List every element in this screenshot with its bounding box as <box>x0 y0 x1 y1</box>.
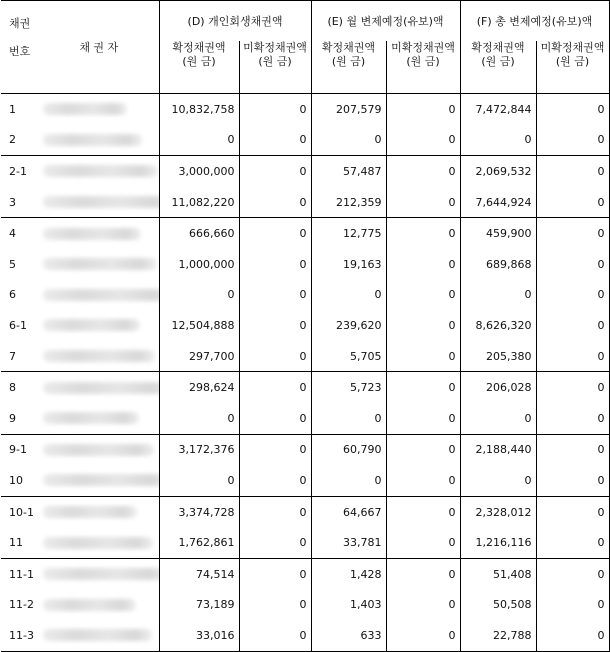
redaction-blur <box>43 165 158 177</box>
cell-d-unconfirmed: 0 <box>239 94 311 125</box>
cell-f-confirmed: 2,188,440 <box>460 434 536 465</box>
table-row <box>1 310 609 341</box>
creditor-name-redacted <box>39 434 159 465</box>
creditor-number: 9 <box>9 411 16 425</box>
header-f-confirmed-line2: (원 금) <box>481 55 515 68</box>
header-no-line1: 채권 <box>1 1 39 42</box>
cell-e-unconfirmed: 0 <box>386 310 460 341</box>
creditor-number: 10 <box>9 473 23 487</box>
redaction-blur <box>43 474 159 486</box>
cell-f-confirmed: 8,626,320 <box>460 310 536 341</box>
cell-e-unconfirmed: 0 <box>386 558 460 589</box>
creditor-name-redacted <box>39 218 159 249</box>
cell-e-unconfirmed: 0 <box>386 403 460 434</box>
redaction-blur <box>43 228 141 240</box>
cell-d-confirmed: 0 <box>159 125 239 156</box>
cell-e-unconfirmed: 0 <box>386 496 460 527</box>
redaction-blur <box>43 258 157 270</box>
creditor-number: 6-1 <box>9 318 27 332</box>
cell-d-unconfirmed: 0 <box>239 218 311 249</box>
cell-f-unconfirmed: 0 <box>536 218 609 249</box>
creditor-number: 9-1 <box>1 434 39 465</box>
creditor-number: 4 <box>1 218 39 249</box>
cell-e-confirmed: 1,403 <box>311 590 386 621</box>
header-f-unconfirmed-line2: (원 금) <box>555 55 590 68</box>
creditor-number: 7 <box>9 349 16 363</box>
creditor-table <box>1 0 610 652</box>
cell-d-unconfirmed: 0 <box>239 496 311 527</box>
cell-f-confirmed: 22,788 <box>460 620 536 651</box>
cell-f-unconfirmed: 0 <box>536 125 609 156</box>
creditor-number: 11 <box>9 536 23 550</box>
cell-f-confirmed: 2,328,012 <box>460 496 536 527</box>
header-e-unconfirmed-line1: 미확정채권액 <box>391 41 455 54</box>
table-row <box>1 280 609 311</box>
redaction-blur <box>43 319 140 331</box>
header-no-line2: 번호 <box>1 41 39 94</box>
cell-e-unconfirmed: 0 <box>386 527 460 558</box>
cell-e-unconfirmed: 0 <box>386 280 460 311</box>
table-row <box>1 558 609 589</box>
cell-f-unconfirmed: 0 <box>536 434 609 465</box>
header-group-d: (D) 개인회생채권액 <box>159 1 311 42</box>
cell-d-confirmed: 33,016 <box>159 620 239 651</box>
cell-e-confirmed: 57,487 <box>311 156 386 187</box>
cell-d-confirmed: 0 <box>159 403 239 434</box>
cell-d-unconfirmed: 0 <box>239 465 311 496</box>
cell-e-confirmed: 207,579 <box>311 94 386 125</box>
cell-e-confirmed: 239,620 <box>311 310 386 341</box>
table-row <box>1 372 609 403</box>
cell-d-unconfirmed: 0 <box>239 403 311 434</box>
cell-f-confirmed: 1,216,116 <box>460 527 536 558</box>
cell-f-unconfirmed: 0 <box>536 558 609 589</box>
cell-f-unconfirmed: 0 <box>536 372 609 403</box>
cell-e-confirmed: 0 <box>311 403 386 434</box>
cell-d-unconfirmed: 0 <box>239 372 311 403</box>
cell-d-confirmed: 3,000,000 <box>159 156 239 187</box>
redaction-blur <box>43 412 139 424</box>
table-row <box>1 434 609 465</box>
header-e-unconfirmed-line2: (원 금) <box>406 55 440 68</box>
cell-f-unconfirmed: 0 <box>536 341 609 372</box>
cell-e-unconfirmed: 0 <box>386 372 460 403</box>
table-body <box>1 94 609 652</box>
cell-e-confirmed: 5,705 <box>311 341 386 372</box>
table-row <box>1 125 609 156</box>
cell-f-unconfirmed: 0 <box>536 249 609 280</box>
header-d-confirmed-line2: (원 금) <box>182 55 216 68</box>
cell-e-unconfirmed: 0 <box>386 218 460 249</box>
cell-d-confirmed: 297,700 <box>159 341 239 372</box>
redaction-blur <box>43 537 153 549</box>
table-row <box>1 465 609 496</box>
cell-d-unconfirmed: 0 <box>239 187 311 218</box>
cell-d-confirmed: 1,000,000 <box>159 249 239 280</box>
creditor-name-redacted <box>39 372 159 403</box>
creditor-name-redacted <box>39 249 159 280</box>
cell-e-confirmed: 1,428 <box>311 558 386 589</box>
creditor-name-redacted <box>39 403 159 434</box>
table-row <box>1 218 609 249</box>
creditor-name-redacted <box>39 280 159 311</box>
creditor-name-redacted <box>39 94 159 125</box>
table-row <box>1 341 609 372</box>
redaction-blur <box>43 134 142 146</box>
creditor-number: 6 <box>9 288 16 302</box>
cell-e-unconfirmed: 0 <box>386 94 460 125</box>
cell-f-unconfirmed: 0 <box>536 527 609 558</box>
cell-d-confirmed: 0 <box>159 280 239 311</box>
header-d-unconfirmed <box>239 41 311 94</box>
cell-e-confirmed: 0 <box>311 125 386 156</box>
redaction-blur <box>43 599 136 611</box>
cell-d-confirmed: 666,660 <box>159 218 239 249</box>
cell-f-unconfirmed: 0 <box>536 310 609 341</box>
creditor-number: 2 <box>9 133 16 147</box>
cell-d-confirmed: 12,504,888 <box>159 310 239 341</box>
header-d-confirmed <box>159 41 239 94</box>
header-group-f: (F) 총 변제예정(유보)액 <box>460 1 609 42</box>
creditor-name-redacted <box>39 590 159 621</box>
cell-e-confirmed: 0 <box>311 280 386 311</box>
cell-f-confirmed: 2,069,532 <box>460 156 536 187</box>
cell-e-unconfirmed: 0 <box>386 187 460 218</box>
cell-f-confirmed: 206,028 <box>460 372 536 403</box>
table-row <box>1 403 609 434</box>
cell-e-confirmed: 12,775 <box>311 218 386 249</box>
cell-e-confirmed: 5,723 <box>311 372 386 403</box>
cell-f-confirmed: 0 <box>460 465 536 496</box>
creditor-name-redacted <box>39 496 159 527</box>
cell-f-confirmed: 0 <box>460 280 536 311</box>
cell-d-confirmed: 3,172,376 <box>159 434 239 465</box>
cell-f-confirmed: 205,380 <box>460 341 536 372</box>
cell-f-unconfirmed: 0 <box>536 590 609 621</box>
creditor-name-redacted <box>39 558 159 589</box>
redaction-blur <box>43 568 159 580</box>
header-f-unconfirmed <box>536 41 609 94</box>
redaction-blur <box>43 444 154 456</box>
cell-f-unconfirmed: 0 <box>536 403 609 434</box>
header-e-unconfirmed <box>386 41 460 94</box>
creditor-name-redacted <box>39 310 159 341</box>
header-d-unconfirmed-line2: (원 금) <box>258 55 292 68</box>
creditor-name-redacted <box>39 527 159 558</box>
cell-e-confirmed: 633 <box>311 620 386 651</box>
cell-f-unconfirmed: 0 <box>536 496 609 527</box>
cell-f-unconfirmed: 0 <box>536 280 609 311</box>
cell-e-confirmed: 19,163 <box>311 249 386 280</box>
cell-f-confirmed: 51,408 <box>460 558 536 589</box>
cell-d-unconfirmed: 0 <box>239 280 311 311</box>
cell-e-confirmed: 33,781 <box>311 527 386 558</box>
header-creditor: 채 권 자 <box>39 1 159 94</box>
cell-e-unconfirmed: 0 <box>386 156 460 187</box>
redaction-blur <box>43 103 127 115</box>
creditor-name-redacted <box>39 341 159 372</box>
cell-d-confirmed: 73,189 <box>159 590 239 621</box>
creditor-number: 1 <box>9 102 16 116</box>
cell-e-confirmed: 60,790 <box>311 434 386 465</box>
cell-f-confirmed: 7,472,844 <box>460 94 536 125</box>
redaction-blur <box>43 350 155 362</box>
cell-e-unconfirmed: 0 <box>386 620 460 651</box>
header-f-unconfirmed-line1: 미확정채권액 <box>540 41 605 54</box>
cell-e-unconfirmed: 0 <box>386 434 460 465</box>
cell-f-confirmed: 689,868 <box>460 249 536 280</box>
creditor-number: 5 <box>9 257 16 271</box>
table-row <box>1 496 609 527</box>
creditor-number: 10-1 <box>1 496 39 527</box>
creditor-name-redacted <box>39 156 159 187</box>
cell-e-unconfirmed: 0 <box>386 590 460 621</box>
cell-d-unconfirmed: 0 <box>239 341 311 372</box>
redaction-blur <box>43 629 152 641</box>
cell-f-unconfirmed: 0 <box>536 94 609 125</box>
table-row <box>1 590 609 621</box>
cell-e-confirmed: 0 <box>311 465 386 496</box>
table-row <box>1 527 609 558</box>
redaction-blur <box>43 382 159 394</box>
header-e-confirmed <box>311 41 386 94</box>
creditor-name-redacted <box>39 187 159 218</box>
redaction-blur <box>43 196 159 208</box>
cell-f-confirmed: 50,508 <box>460 590 536 621</box>
cell-d-unconfirmed: 0 <box>239 310 311 341</box>
header-group-e: (E) 월 변제예정(유보)액 <box>311 1 460 42</box>
creditor-number: 11-1 <box>1 558 39 589</box>
cell-d-unconfirmed: 0 <box>239 620 311 651</box>
redaction-blur <box>43 289 159 301</box>
cell-d-confirmed: 298,624 <box>159 372 239 403</box>
cell-d-unconfirmed: 0 <box>239 434 311 465</box>
cell-d-confirmed: 74,514 <box>159 558 239 589</box>
cell-e-unconfirmed: 0 <box>386 249 460 280</box>
header-e-confirmed-line1: 확정채권액 <box>321 41 376 54</box>
cell-d-unconfirmed: 0 <box>239 527 311 558</box>
table-row <box>1 187 609 218</box>
table-row <box>1 94 609 125</box>
cell-d-unconfirmed: 0 <box>239 558 311 589</box>
header-e-confirmed-line2: (원 금) <box>331 55 366 68</box>
cell-d-unconfirmed: 0 <box>239 249 311 280</box>
creditor-number: 8 <box>1 372 39 403</box>
creditor-name-redacted <box>39 465 159 496</box>
cell-f-unconfirmed: 0 <box>536 465 609 496</box>
cell-d-unconfirmed: 0 <box>239 156 311 187</box>
cell-d-confirmed: 3,374,728 <box>159 496 239 527</box>
cell-e-unconfirmed: 0 <box>386 341 460 372</box>
cell-f-confirmed: 459,900 <box>460 218 536 249</box>
creditor-name-redacted <box>39 620 159 651</box>
header-d-confirmed-line1: 확정채권액 <box>172 41 226 54</box>
cell-d-confirmed: 11,082,220 <box>159 187 239 218</box>
cell-f-unconfirmed: 0 <box>536 620 609 651</box>
cell-e-unconfirmed: 0 <box>386 465 460 496</box>
header-row-top <box>1 1 609 42</box>
creditor-number: 2-1 <box>1 156 39 187</box>
table-row <box>1 156 609 187</box>
cell-f-confirmed: 7,644,924 <box>460 187 536 218</box>
header-d-unconfirmed-line1: 미확정채권액 <box>243 41 307 54</box>
cell-d-confirmed: 0 <box>159 465 239 496</box>
cell-e-confirmed: 64,667 <box>311 496 386 527</box>
redaction-blur <box>43 506 137 518</box>
cell-f-confirmed: 0 <box>460 403 536 434</box>
cell-f-confirmed: 0 <box>460 125 536 156</box>
cell-e-confirmed: 212,359 <box>311 187 386 218</box>
cell-f-unconfirmed: 0 <box>536 187 609 218</box>
cell-e-unconfirmed: 0 <box>386 125 460 156</box>
cell-d-unconfirmed: 0 <box>239 590 311 621</box>
creditor-number: 11-2 <box>9 598 34 612</box>
table-row <box>1 620 609 651</box>
cell-d-unconfirmed: 0 <box>239 125 311 156</box>
cell-d-confirmed: 10,832,758 <box>159 94 239 125</box>
cell-f-unconfirmed: 0 <box>536 156 609 187</box>
header-f-confirmed-line1: 확정채권액 <box>471 41 525 54</box>
creditor-number: 11-3 <box>1 620 39 651</box>
table-row <box>1 249 609 280</box>
header-f-confirmed <box>460 41 536 94</box>
creditor-number: 3 <box>9 195 16 209</box>
creditor-name-redacted <box>39 125 159 156</box>
cell-d-confirmed: 1,762,861 <box>159 527 239 558</box>
